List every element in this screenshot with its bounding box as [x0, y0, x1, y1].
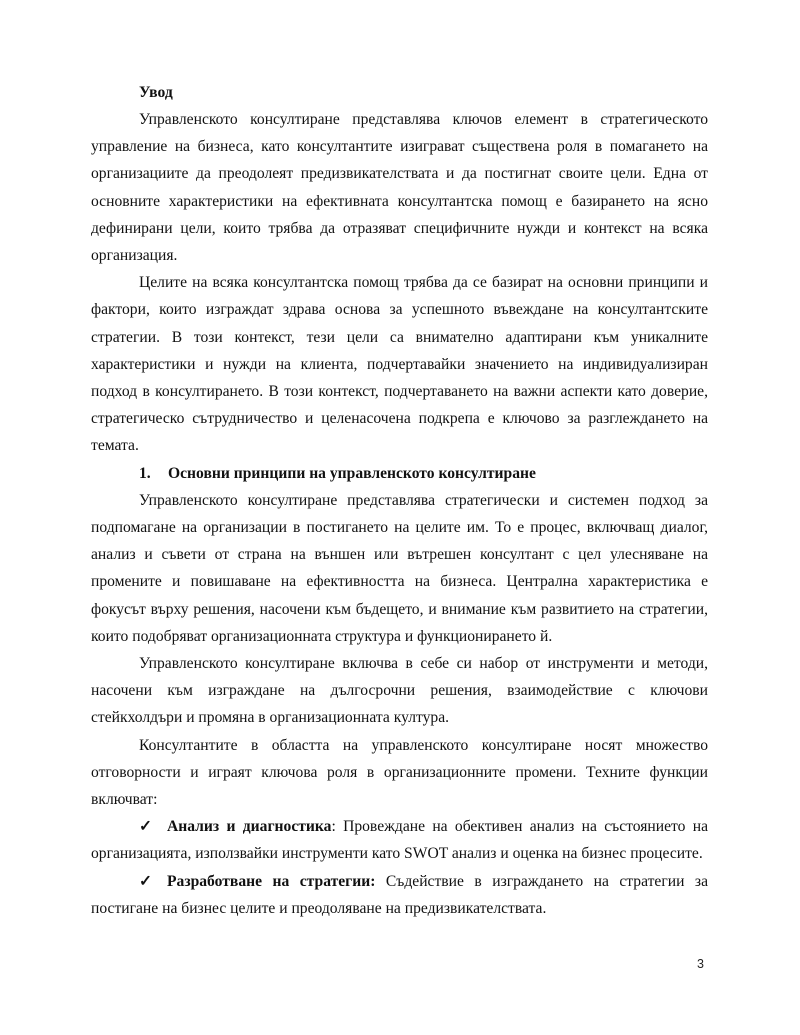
document-body — [91, 106, 708, 922]
intro-heading: Увод — [139, 84, 173, 101]
section-title: Основни принципи на управленското консултиране — [168, 464, 536, 482]
paragraph-section-2: Управленското консултиране включва в себе си набор от инструменти и методи, насочени към изграждане на дългосрочни решения, взаимодействие с ключови стейкхолдъри и промяна в организационната култура. — [91, 655, 708, 727]
check-item-term: Анализ и диагностика — [167, 818, 332, 836]
checkmark-icon: ✓ — [139, 818, 153, 836]
paragraph-section-1: Управленското консултиране представлява стратегически и системен подход за подпомагане на организации в постигането на целите им. То е процес, включващ диалог, анализ и съвети от страна на външен или вътрешен консултант с цел улесняване на промените и повишаване на ефективността на бизнеса. Централна характеристика е фокусът върху решения, насочени към бъдещето, и внимание към развитието на стратегии, които подобряват организационната структура и функционирането й. — [91, 491, 708, 645]
paragraph-intro-2: Целите на всяка консултантска помощ трябва да се базират на основни принципи и фактори, които изграждат здрава основа за успешното въвеждане на консултантските стратегии. В този контекст, тези цели са внимателно адаптирани към уникалните характеристики и нужди на клиента, подчертавайки значението на индивидуализиран подход в консултирането. В този контекст, подчертаването на важни аспекти като доверие, стратегическо сътрудничество и целенасочена подкрепа е ключово за разглеждането на темата. — [91, 274, 708, 455]
section-number: 1. — [139, 464, 151, 482]
paragraph-intro-1: Управленското консултиране представлява ключов елемент в стратегическото управление на бизнеса, като консултантите изиграват съществена роля в помагането на организациите да преодолеят предизвикателствата и да постигнат своите цели. Една от основните характеристики на ефективната консултантска помощ е базирането на ясно дефинирани цели, които трябва да отразяват специфичните нужди и контекст на всяка организация. — [91, 111, 708, 265]
checkmark-icon: ✓ — [139, 872, 153, 890]
section-heading — [91, 460, 708, 487]
check-item-analysis — [91, 813, 708, 867]
page-number: 3 — [697, 957, 704, 971]
check-item-text: Съдействие в изграждането на стратегии за постигане на бизнес целите и преодоляване на предизвикателствата. — [91, 872, 708, 917]
check-item-strategy — [91, 868, 708, 922]
paragraph-section-3: Консултантите в областта на управленското консултиране носят множество отговорности и играят ключова роля в организационните промени. Техните функции включват: — [91, 736, 708, 809]
check-item-term: Разработване на стратегии: — [167, 872, 376, 890]
check-item-text: : Провеждане на обективен анализ на състоянието на организацията, използвайки инструменти като SWOT анализ и оценка на бизнес процесите. — [91, 818, 708, 863]
